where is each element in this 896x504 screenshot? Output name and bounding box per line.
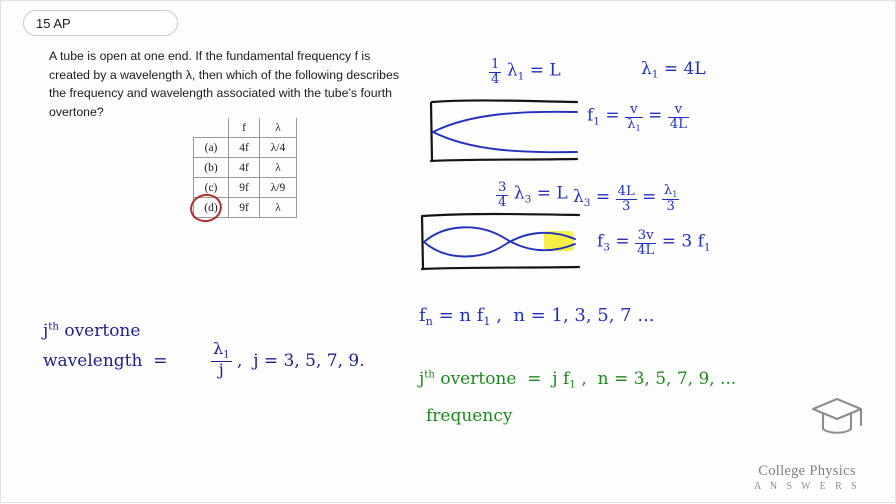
answer-options-table xyxy=(193,118,297,218)
table-header-wavelength: λ xyxy=(260,118,297,138)
brand-logo xyxy=(737,463,877,492)
option-c-wavelength: λ/9 xyxy=(260,178,297,198)
table-header-row xyxy=(194,118,297,138)
highlight-marker xyxy=(544,231,574,251)
option-label-a: (a) xyxy=(194,138,229,158)
table-row[interactable] xyxy=(194,178,297,198)
table-header-frequency: f xyxy=(229,118,260,138)
option-a-frequency: 4f xyxy=(229,138,260,158)
annotation-f1: $f_1$ = $\frac{v}{\lambda_1}$ = $\frac{v}{4L}$ xyxy=(587,102,687,133)
table-header-blank xyxy=(194,118,229,138)
option-label-c: (c) xyxy=(194,178,229,198)
table-row[interactable] xyxy=(194,198,297,218)
graduation-cap-icon xyxy=(813,399,861,433)
brand-subtitle: A N S W E R S xyxy=(753,481,861,492)
question-text: A tube is open at one end. If the fundamental frequency f is created by a wavelength λ, then which of the following describes the frequency and wavelength associated with the tube’s fourth overtone? xyxy=(49,49,399,119)
page-title-text: 15 AP xyxy=(36,15,71,31)
annotation-overtone-wavelength-label2: wavelength = xyxy=(43,351,168,371)
annotation-overtone-wavelength-label: $j^{th}$ overtone xyxy=(43,321,141,341)
table-row[interactable] xyxy=(194,158,297,178)
brand-name: College Physics xyxy=(758,463,856,479)
annotation-overtone-frequency-label: $j^{th}$ overtone = j $f_1$ , n = 3, 5, 7, 9, ... xyxy=(419,369,737,391)
annotation-overtone-wavelength-value: $\frac{\lambda_1}{j}$ , j = 3, 5, 7, 9. xyxy=(213,339,365,380)
annotation-lambda3: $\lambda_3$ = $\frac{4L}{3}$ = $\frac{\lambda_1}{3}$ xyxy=(573,183,678,214)
option-a-wavelength: λ/4 xyxy=(260,138,297,158)
page-title xyxy=(23,10,178,36)
annotation-three-quarter-wave: $\frac{3}{4}$ $\lambda_3 = L$ xyxy=(498,180,568,210)
option-d-wavelength: λ xyxy=(260,198,297,218)
table-row[interactable] xyxy=(194,138,297,158)
option-c-frequency: 9f xyxy=(229,178,260,198)
option-b-frequency: 4f xyxy=(229,158,260,178)
option-d-frequency: 9f xyxy=(229,198,260,218)
annotation-quarter-wave: $\frac{1}{4}$ $\lambda_1 = L$ xyxy=(491,57,561,87)
annotation-overtone-frequency-word: frequency xyxy=(426,406,513,426)
annotation-fn-general: $f_n = n$ $f_1$ , n = 1, 3, 5, 7 ... xyxy=(419,305,655,328)
option-b-wavelength: λ xyxy=(260,158,297,178)
option-label-d: (d) xyxy=(194,198,229,218)
annotation-lambda1: $\lambda_1 = 4L$ xyxy=(641,59,706,81)
option-label-b: (b) xyxy=(194,158,229,178)
annotation-f3: $f_3$ = $\frac{3v}{4L}$ = 3 $f_1$ xyxy=(597,228,711,258)
